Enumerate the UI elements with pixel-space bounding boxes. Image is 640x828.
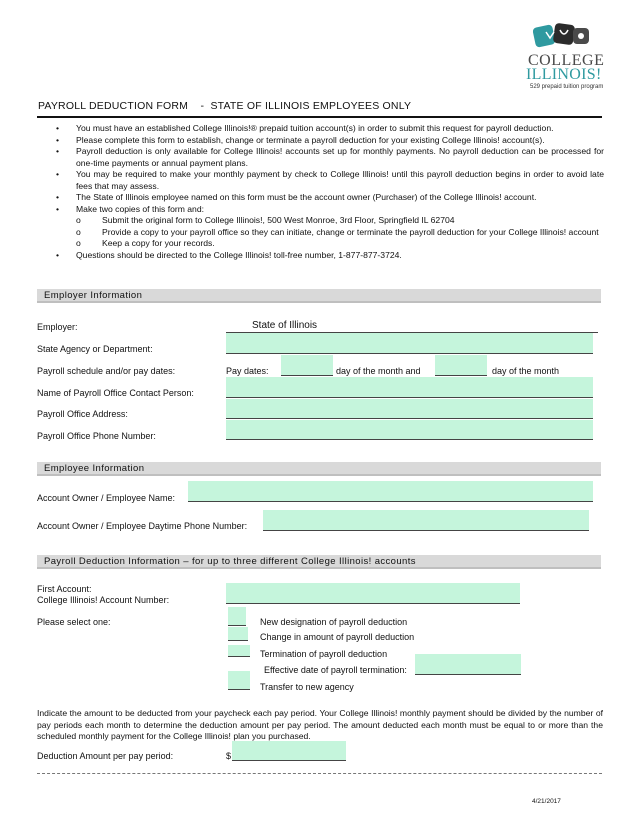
address-input[interactable]: [226, 399, 593, 419]
pay-date-1-input[interactable]: [281, 355, 333, 376]
agency-input[interactable]: [226, 333, 593, 354]
option-transfer-label: Transfer to new agency: [260, 682, 354, 692]
option-change-label: Change in amount of payroll deduction: [260, 632, 415, 642]
currency-symbol: $: [226, 751, 232, 761]
logo-word-college: COLLEGE: [528, 52, 605, 69]
account-number-input[interactable]: [226, 583, 520, 604]
employer-field[interactable]: [226, 320, 598, 333]
cut-line-divider: [37, 773, 602, 774]
first-account-label: First Account:: [37, 584, 92, 594]
day-and-label: day of the month and: [336, 366, 421, 376]
deduction-section-heading: Payroll Deduction Information – for up to three different College Illinois! accounts: [37, 555, 601, 569]
instruction-item: • The State of Illinois employee named on this form must be the account owner (Purchaser) of the College Illinois! account.: [38, 192, 604, 204]
instruction-item: • You may be required to make your monthly payment by check to College Illinois! until this payroll deduction begins in order to avoid late fees that may assess.: [38, 169, 604, 192]
employer-label: Employer:: [37, 322, 78, 332]
schedule-label: Payroll schedule and/or pay dates:: [37, 366, 176, 376]
pay-date-2-input[interactable]: [435, 355, 487, 376]
contact-label: Name of Payroll Office Contact Person:: [37, 388, 194, 398]
revision-date: 4/21/2017: [532, 798, 561, 805]
title-rule: [37, 116, 602, 118]
termination-date-label: Effective date of payroll termination:: [264, 665, 407, 675]
option-change-checkbox[interactable]: [228, 627, 248, 641]
address-label: Payroll Office Address:: [37, 409, 128, 419]
sub-instruction-item: o Provide a copy to your payroll office so they can initiate, change or terminate the payroll deduction for your College Illinois! account: [38, 227, 604, 239]
amount-instructions: Indicate the amount to be deducted from your paycheck each pay period. Your College Illinois! monthly payment should be divided by the number of pay periods each month to determine the deduction amount per pay period. The amount deducted each month must be equal to or more than the scheduled monthly payment for the College Illinois! plan you purchased.: [37, 708, 603, 741]
instruction-item: • Payroll deduction is only available for College Illinois! accounts set up for monthly payments. No payroll deduction can be processed for one-time payments or annual payment plans.: [38, 146, 604, 169]
owner-phone-label: Account Owner / Employee Daytime Phone Number:: [37, 521, 248, 531]
day-label: day of the month: [492, 366, 560, 376]
termination-date-input[interactable]: [415, 654, 521, 675]
instructions-list: [38, 123, 604, 261]
option-transfer-checkbox[interactable]: [228, 671, 250, 690]
deduction-amount-input[interactable]: [232, 741, 346, 761]
employer-value: State of Illinois: [252, 320, 318, 331]
form-title: PAYROLL DEDUCTION FORM - STATE OF ILLINOIS EMPLOYEES ONLY: [38, 100, 412, 112]
instruction-item: • Make two copies of this form and:: [38, 204, 604, 216]
owner-name-label: Account Owner / Employee Name:: [37, 493, 176, 503]
pay-dates-label: Pay dates:: [226, 366, 269, 376]
agency-label: State Agency or Department:: [37, 344, 153, 354]
contact-input[interactable]: [226, 377, 593, 398]
option-termination-checkbox[interactable]: [228, 645, 250, 657]
employee-section-heading: Employee Information: [37, 462, 601, 476]
logo-tagline: 529 prepaid tuition program: [530, 84, 604, 90]
instruction-item: • Questions should be directed to the College Illinois! toll-free number, 1-877-877-3724.: [38, 250, 604, 262]
instruction-item: • You must have an established College Illinois!® prepaid tuition account(s) in order to submit this request for payroll deduction.: [38, 123, 604, 135]
sub-instruction-item: o Submit the original form to College Illinois!, 500 West Monroe, 3rd Floor, Springfield IL 62704: [38, 215, 604, 227]
option-new-checkbox[interactable]: [228, 607, 246, 626]
account-number-label: College Illinois! Account Number:: [37, 595, 170, 605]
owner-name-input[interactable]: [188, 481, 593, 502]
select-one-label: Please select one:: [37, 617, 111, 627]
owner-phone-input[interactable]: [263, 510, 589, 531]
option-new-label: New designation of payroll deduction: [260, 617, 408, 627]
tree-emblem-icon: [526, 22, 606, 56]
employer-section-heading: Employer Information: [37, 289, 601, 303]
instruction-item: • Please complete this form to establish, change or terminate a payroll deduction for your existing College Illinois! account(s).: [38, 135, 604, 147]
office-phone-input[interactable]: [226, 420, 593, 440]
option-termination-label: Termination of payroll deduction: [260, 649, 388, 659]
deduction-amount-label: Deduction Amount per pay period:: [37, 751, 174, 761]
office-phone-label: Payroll Office Phone Number:: [37, 431, 156, 441]
sub-instruction-item: o Keep a copy for your records.: [38, 238, 604, 250]
logo-word-illinois: ILLINOIS!: [526, 66, 602, 83]
